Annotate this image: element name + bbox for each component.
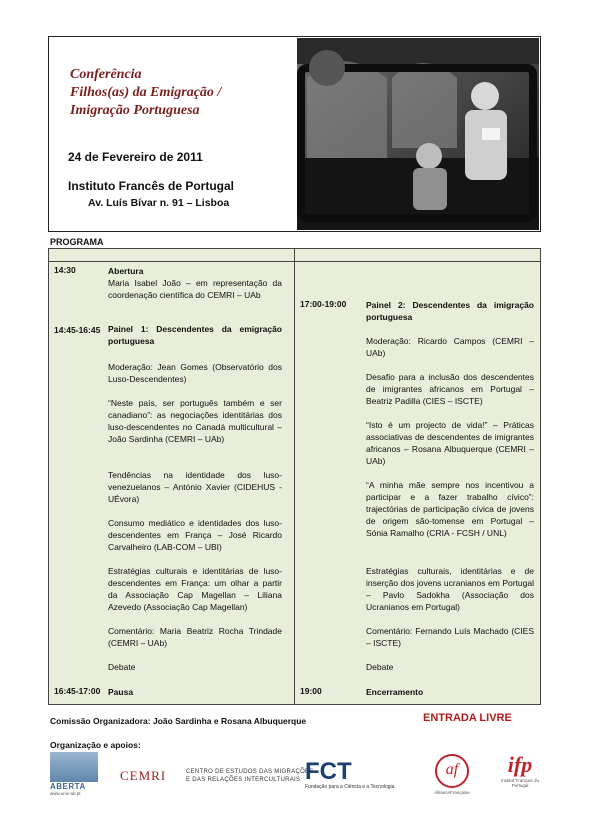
painel1-talk-4: Estratégias culturais e identitárias de luso-descendentes em França: um olhar a partir da Associação Cap Magellan – Liliana Azevedo (Associação Cap Magellan) [108, 566, 282, 612]
time-1430: 14:30 [54, 265, 76, 275]
conference-title [70, 66, 295, 120]
cemri-line-2: E DAS RELAÇÕES INTERCULTURAIS [186, 777, 301, 783]
fct-logo-sub: Fundação para a Ciência e a Tecnologia [305, 784, 395, 790]
ifp-logo-sub: Institut Français du Portugal [500, 778, 540, 788]
conference-date: 24 de Fevereiro de 2011 [68, 150, 203, 164]
painel2-talk-4: Estratégias culturais, identitárias e de inserção dos jovens ucranianos em Portugal – Pavlo Sadokha (Associação dos Ucranianos em Portugal) [366, 566, 534, 612]
ifp-logo [498, 752, 542, 788]
time-1700: 17:00-19:00 [300, 299, 347, 309]
pausa: Pausa [108, 687, 134, 697]
aberta-logo [50, 752, 98, 798]
painel2-title: Painel 2: Descendentes da imigração portuguesa [366, 300, 534, 322]
ifp-logo-mark: ifp [507, 752, 533, 777]
painel2-debate: Debate [366, 662, 394, 672]
painel1-moderacao: Moderação: Jean Gomes (Observatório dos Luso-Descendentes) [108, 362, 282, 384]
apoios-label: Organização e apoios: [50, 740, 141, 750]
painel1-title: Painel 1: Descendentes da emigração portuguesa [108, 324, 282, 346]
photo-illustration [297, 38, 539, 230]
painel2-comentario: Comentário: Fernando Luís Machado (CIES – ISCTE) [366, 626, 534, 648]
encerramento: Encerramento [366, 687, 424, 697]
painel2-talk-1: Desafio para a inclusão dos descendentes de imigrantes africanos em Portugal – Beatriz Padilla (CIES – ISCTE) [366, 372, 534, 406]
time-1445: 14:45-16:45 [54, 325, 101, 335]
cemri-line-1: CENTRO DE ESTUDOS DAS MIGRAÇÕES [186, 769, 314, 775]
painel1-debate: Debate [108, 662, 136, 672]
title-line-1: Conferência [70, 67, 142, 82]
title-line-3: Imigração Portuguesa [70, 103, 200, 118]
aberta-logo-url: www.univ-ab.pt [50, 791, 81, 796]
alliance-francaise-logo [428, 754, 476, 795]
title-line-2: Filhos(as) da Emigração / [70, 85, 222, 100]
painel2-talk-3: “A minha mãe sempre nos incentivou a participar e a fazer trabalho cívico”: trajectórias de participação cívica de jovens de origem são-tomense em Portugal – Sónia Ramalho (CRIA - FCSH / UNL) [366, 480, 534, 538]
painel1-talk-3: Consumo mediático e identidades dos luso-descendentes em França – José Ricardo Carvalheiro (LAB-COM – UBI) [108, 518, 282, 552]
abertura-title: Abertura [108, 266, 144, 276]
painel1-talk-1: “Neste país, ser português também e ser canadiano”: as negociações identitárias dos luso-descendentes no Canadá multicultural – João Sardinha (CEMRI – UAb) [108, 398, 282, 444]
aberta-logo-mark [50, 752, 98, 782]
time-1645: 16:45-17:00 [54, 686, 101, 696]
program-column-divider [294, 248, 295, 705]
conference-venue: Instituto Francês de Portugal [68, 179, 235, 193]
abertura-text: Maria Isabel João – em representação da coordenação científica do CEMRI – UAb [108, 278, 282, 300]
organizing-committee: Comissão Organizadora: João Sardinha e Rosana Albuquerque [50, 716, 307, 726]
conference-address: Av. Luís Bívar n. 91 – Lisboa [88, 197, 230, 209]
aberta-logo-text: ABERTA [50, 782, 86, 791]
fct-logo-text: FCT [305, 758, 352, 785]
af-logo-sub: AllianceFrançaise [434, 790, 470, 795]
entrada-livre: ENTRADA LIVRE [423, 712, 512, 724]
painel1-talk-2: Tendências na identidade dos luso-venezuelanos – António Xavier (CIDEHUS - UÉvora) [108, 470, 282, 504]
af-logo-mark: af [435, 754, 469, 788]
time-1900: 19:00 [300, 686, 322, 696]
programa-label: PROGRAMA [50, 237, 104, 247]
painel1-comentario: Comentário: Maria Beatriz Rocha Trindade (CEMRI – UAb) [108, 626, 282, 648]
fct-logo [305, 760, 415, 790]
header-photo [297, 38, 539, 230]
painel2-moderacao: Moderação: Ricardo Campos (CEMRI – UAb) [366, 336, 534, 358]
painel2-talk-2: “Isto é um projecto de vida!” – Práticas associativas de descendentes de imigrantes africanos – Rosana Albuquerque (CEMRI – UAb) [366, 420, 534, 466]
cemri-logo [120, 768, 314, 784]
cemri-logo-text: CEMRI [120, 768, 167, 783]
